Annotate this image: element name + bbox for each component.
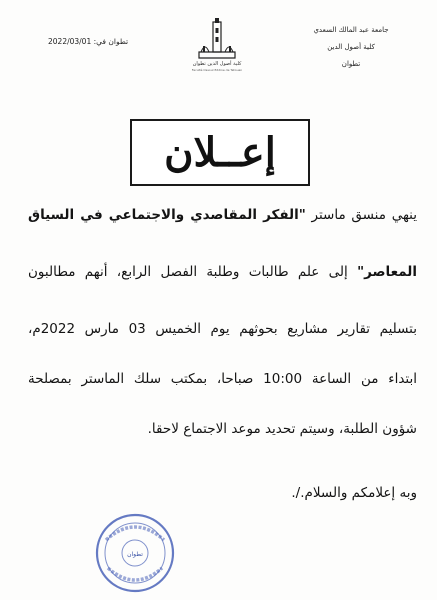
announcement-title-box (130, 119, 310, 186)
body-line-3: بتسليم تقارير مشاريع بحوثهم يوم الخميس 03 مارس 2022م، (28, 321, 417, 337)
faculty-logo (186, 18, 248, 78)
official-stamp-icon (94, 512, 176, 594)
logo-caption-ar: كلية أصول الدين تطوان (192, 61, 242, 67)
body-line-4: ابتداء من الساعة 10:00 صباحا، بمكتب سلك الماستر بمصلحة (28, 371, 417, 387)
city-name: تطوان (341, 60, 361, 68)
body-line-2-rest: إلى علم طالبات وطلبة الفصل الرابع، أنهم مطالبون (28, 264, 358, 280)
body-line-2 (28, 263, 417, 281)
stamp-center-text: تطوان (127, 551, 143, 558)
faculty-name: كلية أصول الدين (327, 43, 375, 51)
closing-line: وبه إعلامكم والسلام./. (291, 485, 417, 501)
announcement-title: إعــلان (164, 129, 276, 176)
university-name: جامعة عبد المالك السعدي (313, 26, 389, 34)
minaret-logo-icon (195, 18, 239, 60)
institution-header (291, 22, 411, 73)
body-line-1-prefix: ينهي منسق ماستر (305, 207, 418, 223)
master-program-name-end: المعاصر" (357, 264, 417, 280)
master-program-name: "الفكر المقاصدي والاجتماعي في السياق (28, 207, 306, 223)
body-line-1 (28, 206, 417, 224)
body-line-5: شؤون الطلبة، وسيتم تحديد موعد الاجتماع لاحقا. (147, 421, 417, 437)
logo-caption-fr: Faculté Ossoul Eddine de Tetouan (191, 68, 243, 72)
document-date: تطوان في: 2022/03/01 (48, 37, 129, 46)
